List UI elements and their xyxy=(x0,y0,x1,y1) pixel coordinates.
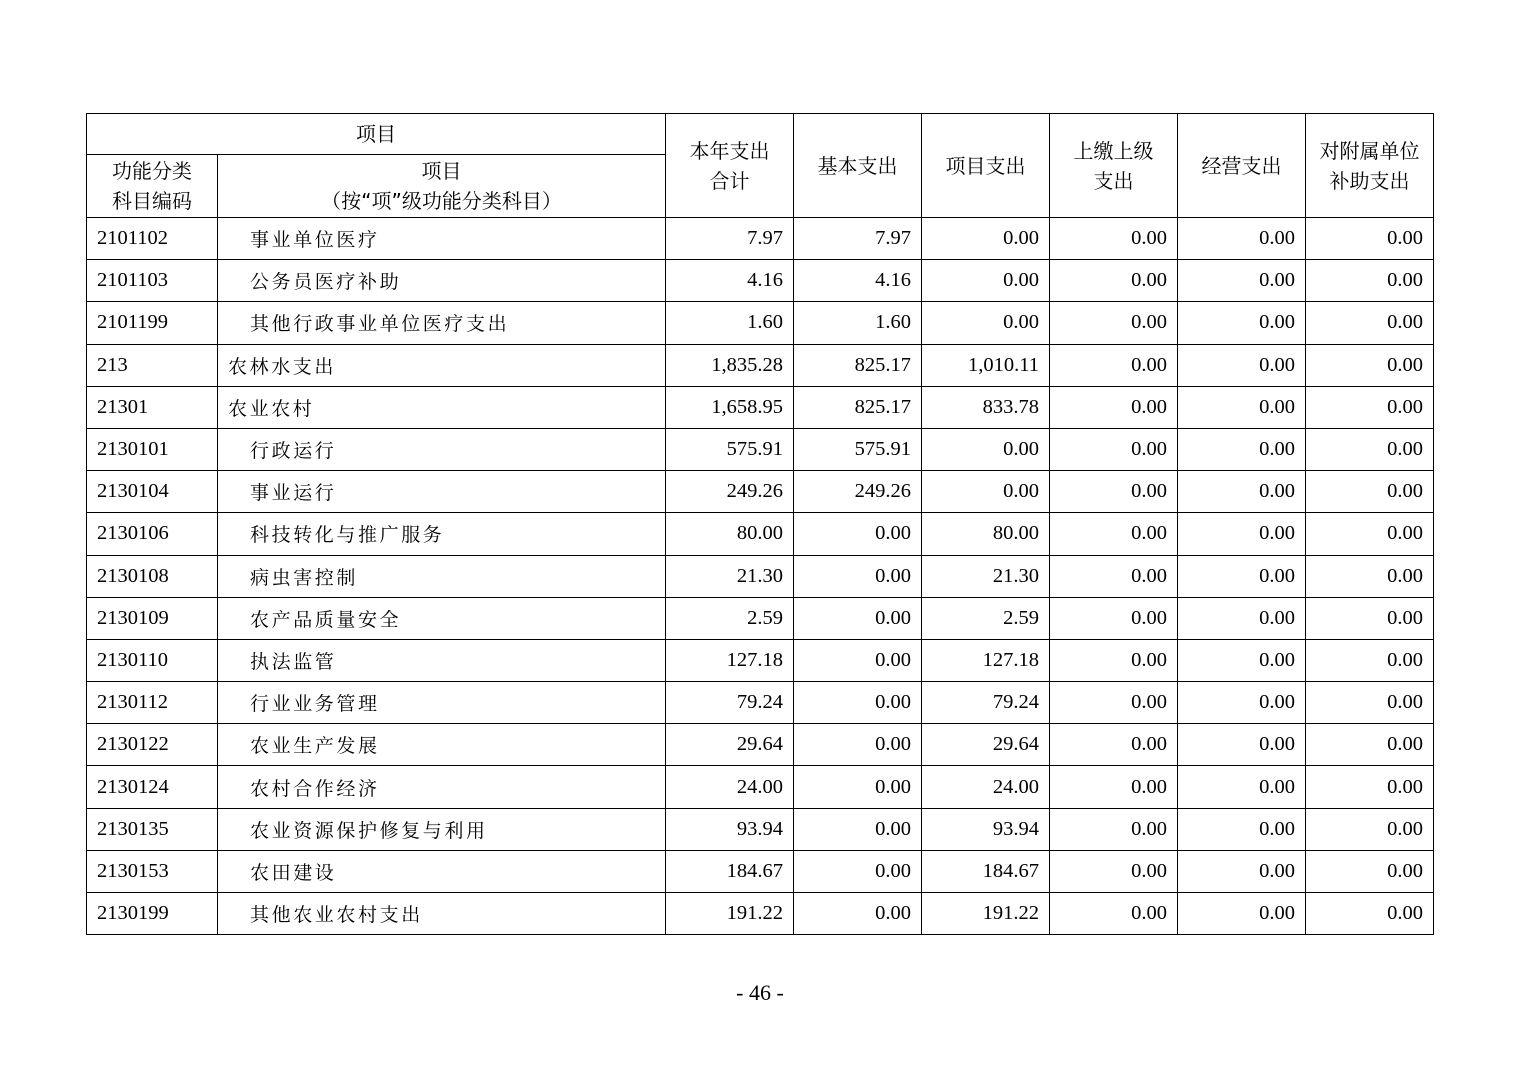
cell-project: 127.18 xyxy=(922,639,1050,681)
cell-remit: 0.00 xyxy=(1050,555,1178,597)
header-basic xyxy=(794,114,922,218)
cell-remit: 0.00 xyxy=(1050,808,1178,850)
cell-subsidy: 0.00 xyxy=(1306,386,1434,428)
cell-name: 公务员医疗补助 xyxy=(218,260,666,302)
cell-basic: 4.16 xyxy=(794,260,922,302)
cell-code: 21301 xyxy=(87,386,218,428)
header-business-line1: 经营支出 xyxy=(1201,153,1282,178)
cell-name: 农村合作经济 xyxy=(218,766,666,808)
table-row xyxy=(87,218,1434,260)
cell-total: 4.16 xyxy=(666,260,794,302)
cell-code: 2101102 xyxy=(87,218,218,260)
cell-total: 575.91 xyxy=(666,428,794,470)
cell-code: 2101199 xyxy=(87,302,218,344)
header-code-line2: 科目编码 xyxy=(112,189,192,213)
table-row xyxy=(87,260,1434,302)
cell-name: 农田建设 xyxy=(218,850,666,892)
cell-subsidy: 0.00 xyxy=(1306,808,1434,850)
cell-basic: 1.60 xyxy=(794,302,922,344)
cell-subsidy: 0.00 xyxy=(1306,260,1434,302)
table-row xyxy=(87,597,1434,639)
header-name-line1: 项目 xyxy=(421,159,462,183)
cell-business: 0.00 xyxy=(1178,302,1306,344)
cell-business: 0.00 xyxy=(1178,597,1306,639)
header-code xyxy=(87,155,218,218)
cell-name: 病虫害控制 xyxy=(218,555,666,597)
cell-code: 2130106 xyxy=(87,513,218,555)
cell-basic: 0.00 xyxy=(794,724,922,766)
cell-business: 0.00 xyxy=(1178,724,1306,766)
header-project-line1: 项目支出 xyxy=(945,153,1026,178)
cell-basic: 0.00 xyxy=(794,808,922,850)
cell-subsidy: 0.00 xyxy=(1306,639,1434,681)
cell-basic: 0.00 xyxy=(794,639,922,681)
cell-name: 其他农业农村支出 xyxy=(218,893,666,935)
cell-business: 0.00 xyxy=(1178,513,1306,555)
cell-subsidy: 0.00 xyxy=(1306,471,1434,513)
cell-basic: 0.00 xyxy=(794,850,922,892)
cell-remit: 0.00 xyxy=(1050,597,1178,639)
header-remit-line2: 支出 xyxy=(1093,168,1134,193)
cell-subsidy: 0.00 xyxy=(1306,218,1434,260)
cell-total: 191.22 xyxy=(666,893,794,935)
cell-name: 事业单位医疗 xyxy=(218,218,666,260)
cell-code: 2130109 xyxy=(87,597,218,639)
cell-total: 127.18 xyxy=(666,639,794,681)
cell-subsidy: 0.00 xyxy=(1306,428,1434,470)
cell-code: 2130199 xyxy=(87,893,218,935)
table-row xyxy=(87,471,1434,513)
cell-business: 0.00 xyxy=(1178,260,1306,302)
cell-code: 213 xyxy=(87,344,218,386)
cell-total: 1,835.28 xyxy=(666,344,794,386)
cell-basic: 0.00 xyxy=(794,766,922,808)
cell-subsidy: 0.00 xyxy=(1306,766,1434,808)
cell-name: 农业生产发展 xyxy=(218,724,666,766)
cell-code: 2130104 xyxy=(87,471,218,513)
cell-total: 1,658.95 xyxy=(666,386,794,428)
cell-basic: 575.91 xyxy=(794,428,922,470)
table-row xyxy=(87,428,1434,470)
cell-business: 0.00 xyxy=(1178,555,1306,597)
cell-project: 0.00 xyxy=(922,302,1050,344)
cell-business: 0.00 xyxy=(1178,386,1306,428)
cell-project: 184.67 xyxy=(922,850,1050,892)
header-name xyxy=(218,155,666,218)
cell-name: 行政运行 xyxy=(218,428,666,470)
cell-name: 事业运行 xyxy=(218,471,666,513)
cell-total: 184.67 xyxy=(666,850,794,892)
page-number: - 46 - xyxy=(736,980,784,1005)
cell-remit: 0.00 xyxy=(1050,386,1178,428)
cell-name: 科技转化与推广服务 xyxy=(218,513,666,555)
cell-name: 执法监管 xyxy=(218,639,666,681)
cell-code: 2130135 xyxy=(87,808,218,850)
header-project xyxy=(922,114,1050,218)
table-row xyxy=(87,808,1434,850)
cell-basic: 0.00 xyxy=(794,597,922,639)
cell-code: 2130110 xyxy=(87,639,218,681)
cell-project: 79.24 xyxy=(922,682,1050,724)
table-row xyxy=(87,513,1434,555)
cell-remit: 0.00 xyxy=(1050,766,1178,808)
cell-code: 2130124 xyxy=(87,766,218,808)
cell-business: 0.00 xyxy=(1178,893,1306,935)
cell-remit: 0.00 xyxy=(1050,724,1178,766)
cell-remit: 0.00 xyxy=(1050,471,1178,513)
table-row xyxy=(87,386,1434,428)
cell-code: 2130112 xyxy=(87,682,218,724)
expenditure-table-container xyxy=(86,113,1434,935)
cell-total: 7.97 xyxy=(666,218,794,260)
cell-subsidy: 0.00 xyxy=(1306,597,1434,639)
cell-name: 农产品质量安全 xyxy=(218,597,666,639)
cell-business: 0.00 xyxy=(1178,344,1306,386)
header-business xyxy=(1178,114,1306,218)
cell-project: 0.00 xyxy=(922,428,1050,470)
header-basic-line1: 基本支出 xyxy=(817,153,898,178)
cell-subsidy: 0.00 xyxy=(1306,302,1434,344)
header-remit xyxy=(1050,114,1178,218)
header-subsidy-line1: 对附属单位 xyxy=(1319,138,1420,163)
header-total-line1: 本年支出 xyxy=(689,138,770,163)
cell-remit: 0.00 xyxy=(1050,893,1178,935)
cell-project: 833.78 xyxy=(922,386,1050,428)
cell-project: 191.22 xyxy=(922,893,1050,935)
cell-business: 0.00 xyxy=(1178,808,1306,850)
cell-business: 0.00 xyxy=(1178,682,1306,724)
cell-project: 24.00 xyxy=(922,766,1050,808)
cell-basic: 0.00 xyxy=(794,893,922,935)
cell-total: 249.26 xyxy=(666,471,794,513)
cell-remit: 0.00 xyxy=(1050,218,1178,260)
cell-total: 79.24 xyxy=(666,682,794,724)
cell-business: 0.00 xyxy=(1178,850,1306,892)
cell-total: 1.60 xyxy=(666,302,794,344)
cell-subsidy: 0.00 xyxy=(1306,724,1434,766)
table-row xyxy=(87,555,1434,597)
cell-subsidy: 0.00 xyxy=(1306,893,1434,935)
cell-name: 农业农村 xyxy=(218,386,666,428)
expenditure-table xyxy=(86,113,1434,935)
cell-code: 2130108 xyxy=(87,555,218,597)
cell-code: 2101103 xyxy=(87,260,218,302)
group-header-item: 项目 xyxy=(87,114,666,155)
cell-project: 21.30 xyxy=(922,555,1050,597)
table-row xyxy=(87,639,1434,681)
cell-subsidy: 0.00 xyxy=(1306,555,1434,597)
header-remit-line1: 上缴上级 xyxy=(1073,138,1154,163)
cell-project: 80.00 xyxy=(922,513,1050,555)
cell-name: 农业资源保护修复与利用 xyxy=(218,808,666,850)
header-total xyxy=(666,114,794,218)
cell-basic: 825.17 xyxy=(794,386,922,428)
table-row xyxy=(87,850,1434,892)
header-subsidy xyxy=(1306,114,1434,218)
cell-code: 2130122 xyxy=(87,724,218,766)
table-row xyxy=(87,302,1434,344)
cell-remit: 0.00 xyxy=(1050,682,1178,724)
table-row xyxy=(87,682,1434,724)
cell-business: 0.00 xyxy=(1178,218,1306,260)
cell-basic: 249.26 xyxy=(794,471,922,513)
cell-name: 农林水支出 xyxy=(218,344,666,386)
table-body xyxy=(87,218,1434,935)
header-code-line1: 功能分类 xyxy=(112,159,192,183)
cell-project: 0.00 xyxy=(922,471,1050,513)
cell-project: 29.64 xyxy=(922,724,1050,766)
cell-basic: 0.00 xyxy=(794,682,922,724)
cell-project: 0.00 xyxy=(922,260,1050,302)
cell-project: 1,010.11 xyxy=(922,344,1050,386)
table-row xyxy=(87,766,1434,808)
cell-subsidy: 0.00 xyxy=(1306,682,1434,724)
cell-code: 2130101 xyxy=(87,428,218,470)
cell-total: 21.30 xyxy=(666,555,794,597)
cell-subsidy: 0.00 xyxy=(1306,513,1434,555)
cell-basic: 0.00 xyxy=(794,555,922,597)
cell-total: 24.00 xyxy=(666,766,794,808)
cell-total: 2.59 xyxy=(666,597,794,639)
cell-project: 93.94 xyxy=(922,808,1050,850)
cell-subsidy: 0.00 xyxy=(1306,850,1434,892)
header-name-line2: （按“项”级功能分类科目） xyxy=(321,189,562,213)
cell-subsidy: 0.00 xyxy=(1306,344,1434,386)
header-total-line2: 合计 xyxy=(709,168,750,193)
cell-business: 0.00 xyxy=(1178,471,1306,513)
cell-remit: 0.00 xyxy=(1050,513,1178,555)
cell-business: 0.00 xyxy=(1178,428,1306,470)
table-row xyxy=(87,344,1434,386)
cell-name: 行业业务管理 xyxy=(218,682,666,724)
cell-remit: 0.00 xyxy=(1050,850,1178,892)
cell-remit: 0.00 xyxy=(1050,428,1178,470)
cell-business: 0.00 xyxy=(1178,766,1306,808)
table-header xyxy=(87,114,1434,218)
header-subsidy-line2: 补助支出 xyxy=(1329,168,1410,193)
table-row xyxy=(87,893,1434,935)
cell-basic: 7.97 xyxy=(794,218,922,260)
cell-total: 93.94 xyxy=(666,808,794,850)
cell-remit: 0.00 xyxy=(1050,639,1178,681)
cell-project: 0.00 xyxy=(922,218,1050,260)
cell-remit: 0.00 xyxy=(1050,260,1178,302)
cell-total: 29.64 xyxy=(666,724,794,766)
cell-project: 2.59 xyxy=(922,597,1050,639)
table-row xyxy=(87,724,1434,766)
cell-remit: 0.00 xyxy=(1050,302,1178,344)
cell-basic: 0.00 xyxy=(794,513,922,555)
cell-name: 其他行政事业单位医疗支出 xyxy=(218,302,666,344)
cell-remit: 0.00 xyxy=(1050,344,1178,386)
cell-total: 80.00 xyxy=(666,513,794,555)
cell-code: 2130153 xyxy=(87,850,218,892)
cell-business: 0.00 xyxy=(1178,639,1306,681)
cell-basic: 825.17 xyxy=(794,344,922,386)
